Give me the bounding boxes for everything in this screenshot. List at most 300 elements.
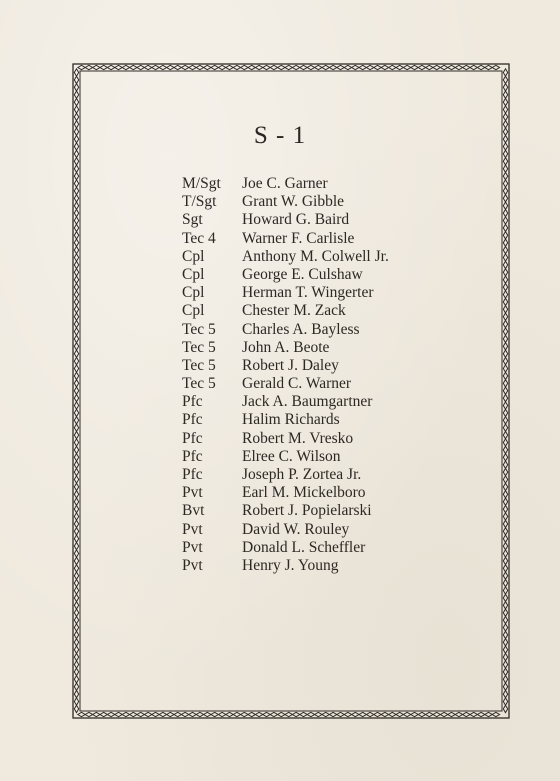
border-chain-link — [503, 498, 507, 505]
border-chain-link — [455, 712, 462, 716]
border-chain-link — [426, 65, 433, 69]
border-chain-link — [433, 712, 440, 716]
border-chain-link — [152, 65, 159, 69]
roster-name: Donald L. Scheffler — [242, 538, 366, 556]
border-chain-link — [78, 712, 85, 716]
border-chain-link — [503, 587, 507, 594]
roster-rank: Cpl — [182, 302, 205, 320]
roster-row — [182, 411, 389, 429]
roster-row — [182, 230, 389, 248]
border-chain-link — [74, 616, 78, 623]
roster-rank: Cpl — [182, 247, 205, 265]
border-chain-link — [74, 98, 78, 105]
border-chain-link — [270, 712, 277, 716]
border-chain-link — [74, 276, 78, 283]
border-chain-link — [366, 712, 373, 716]
border-chain-link — [74, 298, 78, 305]
border-chain-link — [241, 65, 248, 69]
border-chain-link — [74, 668, 78, 675]
roster-rank: Bvt — [182, 502, 205, 520]
border-chain-link — [503, 631, 507, 638]
border-chain-link — [74, 402, 78, 409]
border-chain-link — [74, 283, 78, 290]
roster-row — [182, 521, 389, 539]
border-chain-link — [477, 65, 484, 69]
border-chain-link — [255, 712, 262, 716]
border-chain-link — [503, 365, 507, 372]
border-chain-link — [381, 712, 388, 716]
border-chain-link — [74, 631, 78, 638]
border-chain-link — [270, 65, 277, 69]
border-chain-link — [503, 698, 507, 705]
roster-rank: Pfc — [182, 447, 203, 465]
border-chain-link — [337, 65, 344, 69]
roster-name: David W. Rouley — [242, 520, 350, 538]
border-chain-link — [503, 542, 507, 549]
border-chain-link — [74, 246, 78, 253]
border-chain-link — [352, 712, 359, 716]
border-chain-link — [503, 180, 507, 187]
roster-name: Halim Richards — [242, 411, 340, 429]
border-chain-link — [100, 65, 107, 69]
border-chain-link — [300, 712, 307, 716]
border-chain-link — [218, 712, 225, 716]
border-chain-link — [448, 712, 455, 716]
roster-name: Jack A. Baumgartner — [242, 393, 373, 411]
border-chain-link — [503, 320, 507, 327]
border-chain-link — [74, 76, 78, 83]
border-chain-link — [74, 587, 78, 594]
border-chain-link — [503, 535, 507, 542]
roster-rank: Pvt — [182, 484, 203, 502]
border-chain-link — [74, 498, 78, 505]
border-chain-link — [93, 65, 100, 69]
border-chain-link — [74, 84, 78, 91]
border-chain-link — [503, 246, 507, 253]
roster-name: Earl M. Mickelboro — [242, 484, 366, 502]
border-chain-link — [503, 113, 507, 120]
border-chain-link — [248, 65, 255, 69]
border-chain-link — [503, 350, 507, 357]
border-chain-link — [107, 712, 114, 716]
border-chain-link — [74, 180, 78, 187]
border-chain-link — [74, 639, 78, 646]
border-chain-link — [470, 65, 477, 69]
border-chain-link — [503, 394, 507, 401]
roster-rank: Pvt — [182, 556, 203, 574]
border-chain-link — [448, 65, 455, 69]
border-chain-link — [503, 239, 507, 246]
border-chain-link — [503, 468, 507, 475]
border-chain-link — [503, 313, 507, 320]
roster-name: Joseph P. Zortea Jr. — [242, 466, 362, 483]
roster-name: Joe C. Garner — [242, 175, 328, 192]
border-chain-link — [189, 712, 196, 716]
border-chain-link — [503, 335, 507, 342]
border-chain-link — [74, 350, 78, 357]
roster-row — [182, 284, 389, 302]
border-chain-link — [74, 202, 78, 209]
roster-name: John A. Beote — [242, 338, 330, 356]
border-chain-link — [503, 483, 507, 490]
border-chain-link — [503, 705, 507, 712]
border-chain-link — [74, 461, 78, 468]
border-chain-link — [470, 712, 477, 716]
border-chain-link — [503, 187, 507, 194]
border-chain-link — [74, 520, 78, 527]
border-chain-link — [440, 65, 447, 69]
border-chain-link — [189, 65, 196, 69]
border-chain-link — [307, 712, 314, 716]
border-chain-link — [74, 624, 78, 631]
border-chain-link — [74, 431, 78, 438]
border-chain-link — [74, 387, 78, 394]
border-chain-link — [455, 65, 462, 69]
border-chain-link — [503, 402, 507, 409]
roster-row — [182, 448, 389, 466]
border-chain-link — [74, 542, 78, 549]
border-chain-link — [122, 65, 129, 69]
border-chain-link — [74, 165, 78, 172]
roster-name: Gerald C. Warner — [242, 375, 352, 393]
border-chain-link — [503, 476, 507, 483]
border-chain-link — [74, 705, 78, 712]
border-chain-link — [248, 712, 255, 716]
roster-rank: Pvt — [182, 520, 203, 538]
border-chain-link — [74, 335, 78, 342]
border-chain-link — [503, 624, 507, 631]
roster-row — [182, 248, 389, 266]
border-chain-link — [503, 69, 507, 76]
border-chain-link — [74, 254, 78, 261]
border-chain-link — [74, 557, 78, 564]
roster-name: Robert J. Popielarski — [242, 502, 372, 520]
border-chain-link — [300, 65, 307, 69]
border-chain-link — [503, 446, 507, 453]
border-chain-link — [74, 602, 78, 609]
border-chain-link — [74, 646, 78, 653]
border-chain-link — [74, 269, 78, 276]
roster-row — [182, 430, 389, 448]
border-chain-link — [74, 513, 78, 520]
roster-row — [182, 466, 389, 484]
border-chain-link — [485, 712, 492, 716]
border-chain-link — [74, 609, 78, 616]
border-chain-link — [366, 65, 373, 69]
border-chain-link — [503, 217, 507, 224]
border-chain-link — [144, 712, 151, 716]
border-chain-link — [137, 65, 144, 69]
border-chain-link — [226, 65, 233, 69]
border-chain-link — [122, 712, 129, 716]
border-chain-link — [74, 579, 78, 586]
border-chain-link — [503, 343, 507, 350]
border-chain-link — [93, 712, 100, 716]
roster-name: Grant W. Gibble — [242, 193, 345, 211]
roster-rank: Cpl — [182, 265, 205, 283]
border-chain-link — [503, 232, 507, 239]
border-chain-link — [492, 65, 499, 69]
border-chain-link — [130, 712, 137, 716]
border-chain-link — [396, 65, 403, 69]
roster-row — [182, 175, 389, 193]
border-chain-link — [74, 683, 78, 690]
border-chain-link — [115, 65, 122, 69]
roster-row — [182, 321, 389, 339]
border-chain-link — [74, 394, 78, 401]
border-chain-link — [174, 65, 181, 69]
border-chain-link — [218, 65, 225, 69]
border-chain-link — [503, 172, 507, 179]
border-chain-link — [74, 550, 78, 557]
border-chain-link — [74, 187, 78, 194]
border-chain-link — [503, 291, 507, 298]
border-chain-link — [503, 491, 507, 498]
border-chain-link — [503, 306, 507, 313]
roster-name: Chester M. Zack — [242, 302, 346, 320]
border-chain-link — [503, 616, 507, 623]
roster-rank: Tec 4 — [182, 229, 216, 247]
border-chain-link — [74, 528, 78, 535]
border-chain-link — [426, 712, 433, 716]
border-chain-link — [107, 65, 114, 69]
roster-name: Henry J. Young — [242, 556, 339, 574]
border-chain-link — [503, 513, 507, 520]
roster-name: Herman T. Wingerter — [242, 284, 374, 302]
border-chain-link — [503, 269, 507, 276]
border-chain-link — [503, 409, 507, 416]
roster-row — [182, 193, 389, 211]
border-chain-link — [285, 712, 292, 716]
border-chain-link — [74, 424, 78, 431]
border-chain-link — [503, 357, 507, 364]
border-chain-link — [503, 387, 507, 394]
border-chain-link — [263, 712, 270, 716]
border-chain-link — [174, 712, 181, 716]
border-chain-link — [74, 565, 78, 572]
border-chain-link — [74, 439, 78, 446]
border-chain-link — [196, 712, 203, 716]
roster-rank: Cpl — [182, 284, 205, 302]
border-chain-link — [181, 65, 188, 69]
border-chain-link — [74, 505, 78, 512]
border-chain-link — [211, 65, 218, 69]
border-chain-link — [74, 328, 78, 335]
border-chain-link — [503, 528, 507, 535]
border-chain-link — [292, 712, 299, 716]
border-chain-link — [503, 594, 507, 601]
border-chain-link — [463, 712, 470, 716]
border-chain-link — [167, 712, 174, 716]
border-chain-link — [503, 150, 507, 157]
border-chain-link — [137, 712, 144, 716]
border-chain-link — [381, 65, 388, 69]
border-chain-link — [263, 65, 270, 69]
border-chain-link — [503, 572, 507, 579]
border-chain-link — [503, 165, 507, 172]
border-chain-link — [74, 491, 78, 498]
border-chain-link — [74, 261, 78, 268]
border-chain-link — [152, 712, 159, 716]
border-chain-link — [503, 276, 507, 283]
roster-rank: Pfc — [182, 411, 203, 429]
page-title: S - 1 — [253, 122, 307, 149]
border-chain-link — [418, 712, 425, 716]
border-chain-link — [167, 65, 174, 69]
border-chain-link — [503, 668, 507, 675]
border-chain-link — [115, 712, 122, 716]
border-chain-link — [74, 483, 78, 490]
border-chain-link — [159, 65, 166, 69]
border-chain-link — [503, 283, 507, 290]
border-chain-link — [315, 65, 322, 69]
border-chain-link — [503, 431, 507, 438]
border-chain-link — [374, 65, 381, 69]
roster-row — [182, 375, 389, 393]
border-chain-link — [503, 84, 507, 91]
roster-name: George E. Culshaw — [242, 265, 363, 283]
border-chain-link — [241, 712, 248, 716]
roster-list — [182, 175, 389, 575]
border-chain-link — [503, 209, 507, 216]
border-chain-link — [233, 65, 240, 69]
border-chain-link — [74, 653, 78, 660]
roster-rank: Tec 5 — [182, 338, 216, 356]
border-chain-link — [292, 65, 299, 69]
border-chain-link — [74, 690, 78, 697]
border-chain-link — [181, 712, 188, 716]
border-chain-link — [322, 65, 329, 69]
border-chain-link — [440, 712, 447, 716]
border-chain-link — [337, 712, 344, 716]
border-chain-link — [503, 579, 507, 586]
border-chain-link — [74, 476, 78, 483]
border-chain-link — [74, 106, 78, 113]
roster-name: Robert J. Daley — [242, 356, 339, 374]
roster-rank: M/Sgt — [182, 175, 221, 192]
border-chain-link — [74, 365, 78, 372]
border-chain-link — [233, 712, 240, 716]
border-chain-link — [503, 461, 507, 468]
border-chain-link — [85, 712, 92, 716]
border-chain-link — [100, 712, 107, 716]
border-chain-link — [411, 712, 418, 716]
border-chain-link — [74, 380, 78, 387]
border-chain-link — [74, 195, 78, 202]
border-chain-link — [503, 106, 507, 113]
roster-rank: Tec 5 — [182, 320, 216, 338]
border-chain-link — [74, 172, 78, 179]
border-chain-link — [433, 65, 440, 69]
border-chain-link — [74, 224, 78, 231]
roster-row — [182, 539, 389, 557]
border-chain-link — [503, 328, 507, 335]
roster-row — [182, 502, 389, 520]
border-chain-link — [74, 454, 78, 461]
border-chain-link — [74, 291, 78, 298]
border-chain-link — [74, 446, 78, 453]
border-chain-link — [503, 158, 507, 165]
border-chain-link — [485, 65, 492, 69]
border-chain-link — [211, 712, 218, 716]
border-chain-link — [477, 712, 484, 716]
border-chain-link — [74, 572, 78, 579]
border-chain-link — [503, 298, 507, 305]
border-chain-link — [74, 158, 78, 165]
border-chain-link — [322, 712, 329, 716]
border-chain-link — [418, 65, 425, 69]
border-chain-link — [503, 224, 507, 231]
border-chain-link — [278, 65, 285, 69]
border-chain-link — [204, 65, 211, 69]
border-chain-link — [503, 76, 507, 83]
roster-rank: T/Sgt — [182, 193, 217, 211]
roster-row — [182, 266, 389, 284]
border-chain-link — [503, 565, 507, 572]
border-chain-link — [74, 409, 78, 416]
border-chain-link — [503, 609, 507, 616]
roster-rank: Pvt — [182, 538, 203, 556]
roster-rank: Tec 5 — [182, 375, 216, 393]
border-chain-link — [78, 65, 85, 69]
roster-name: Charles A. Bayless — [242, 320, 360, 338]
border-chain-link — [503, 505, 507, 512]
border-chain-link — [352, 65, 359, 69]
border-chain-link — [503, 454, 507, 461]
border-chain-link — [503, 676, 507, 683]
border-chain-link — [74, 343, 78, 350]
border-chain-link — [503, 550, 507, 557]
border-chain-link — [503, 653, 507, 660]
roster-name: Robert M. Vresko — [242, 429, 354, 447]
border-chain-link — [359, 712, 366, 716]
border-chain-link — [344, 65, 351, 69]
border-chain-link — [492, 712, 499, 716]
border-chain-link — [74, 306, 78, 313]
roster-name: Howard G. Baird — [242, 211, 350, 229]
border-chain-link — [503, 639, 507, 646]
roster-name: Elree C. Wilson — [242, 447, 341, 465]
border-chain-link — [374, 712, 381, 716]
border-chain-link — [74, 239, 78, 246]
border-chain-link — [255, 65, 262, 69]
border-chain-link — [74, 313, 78, 320]
border-chain-link — [74, 417, 78, 424]
border-chain-link — [315, 712, 322, 716]
border-chain-link — [503, 261, 507, 268]
border-chain-link — [74, 320, 78, 327]
border-chain-link — [74, 209, 78, 216]
border-chain-link — [503, 683, 507, 690]
border-chain-link — [74, 232, 78, 239]
border-chain-link — [74, 372, 78, 379]
border-chain-link — [74, 676, 78, 683]
border-chain-link — [359, 65, 366, 69]
roster-row — [182, 484, 389, 502]
border-chain-link — [503, 557, 507, 564]
roster-name: Anthony M. Colwell Jr. — [242, 247, 389, 265]
roster-row — [182, 357, 389, 375]
border-chain-link — [503, 417, 507, 424]
border-chain-link — [329, 65, 336, 69]
border-chain-link — [159, 712, 166, 716]
roster-row — [182, 211, 389, 229]
border-chain-link — [503, 380, 507, 387]
border-chain-link — [74, 69, 78, 76]
border-chain-link — [396, 712, 403, 716]
border-chain-link — [329, 712, 336, 716]
border-chain-link — [503, 439, 507, 446]
